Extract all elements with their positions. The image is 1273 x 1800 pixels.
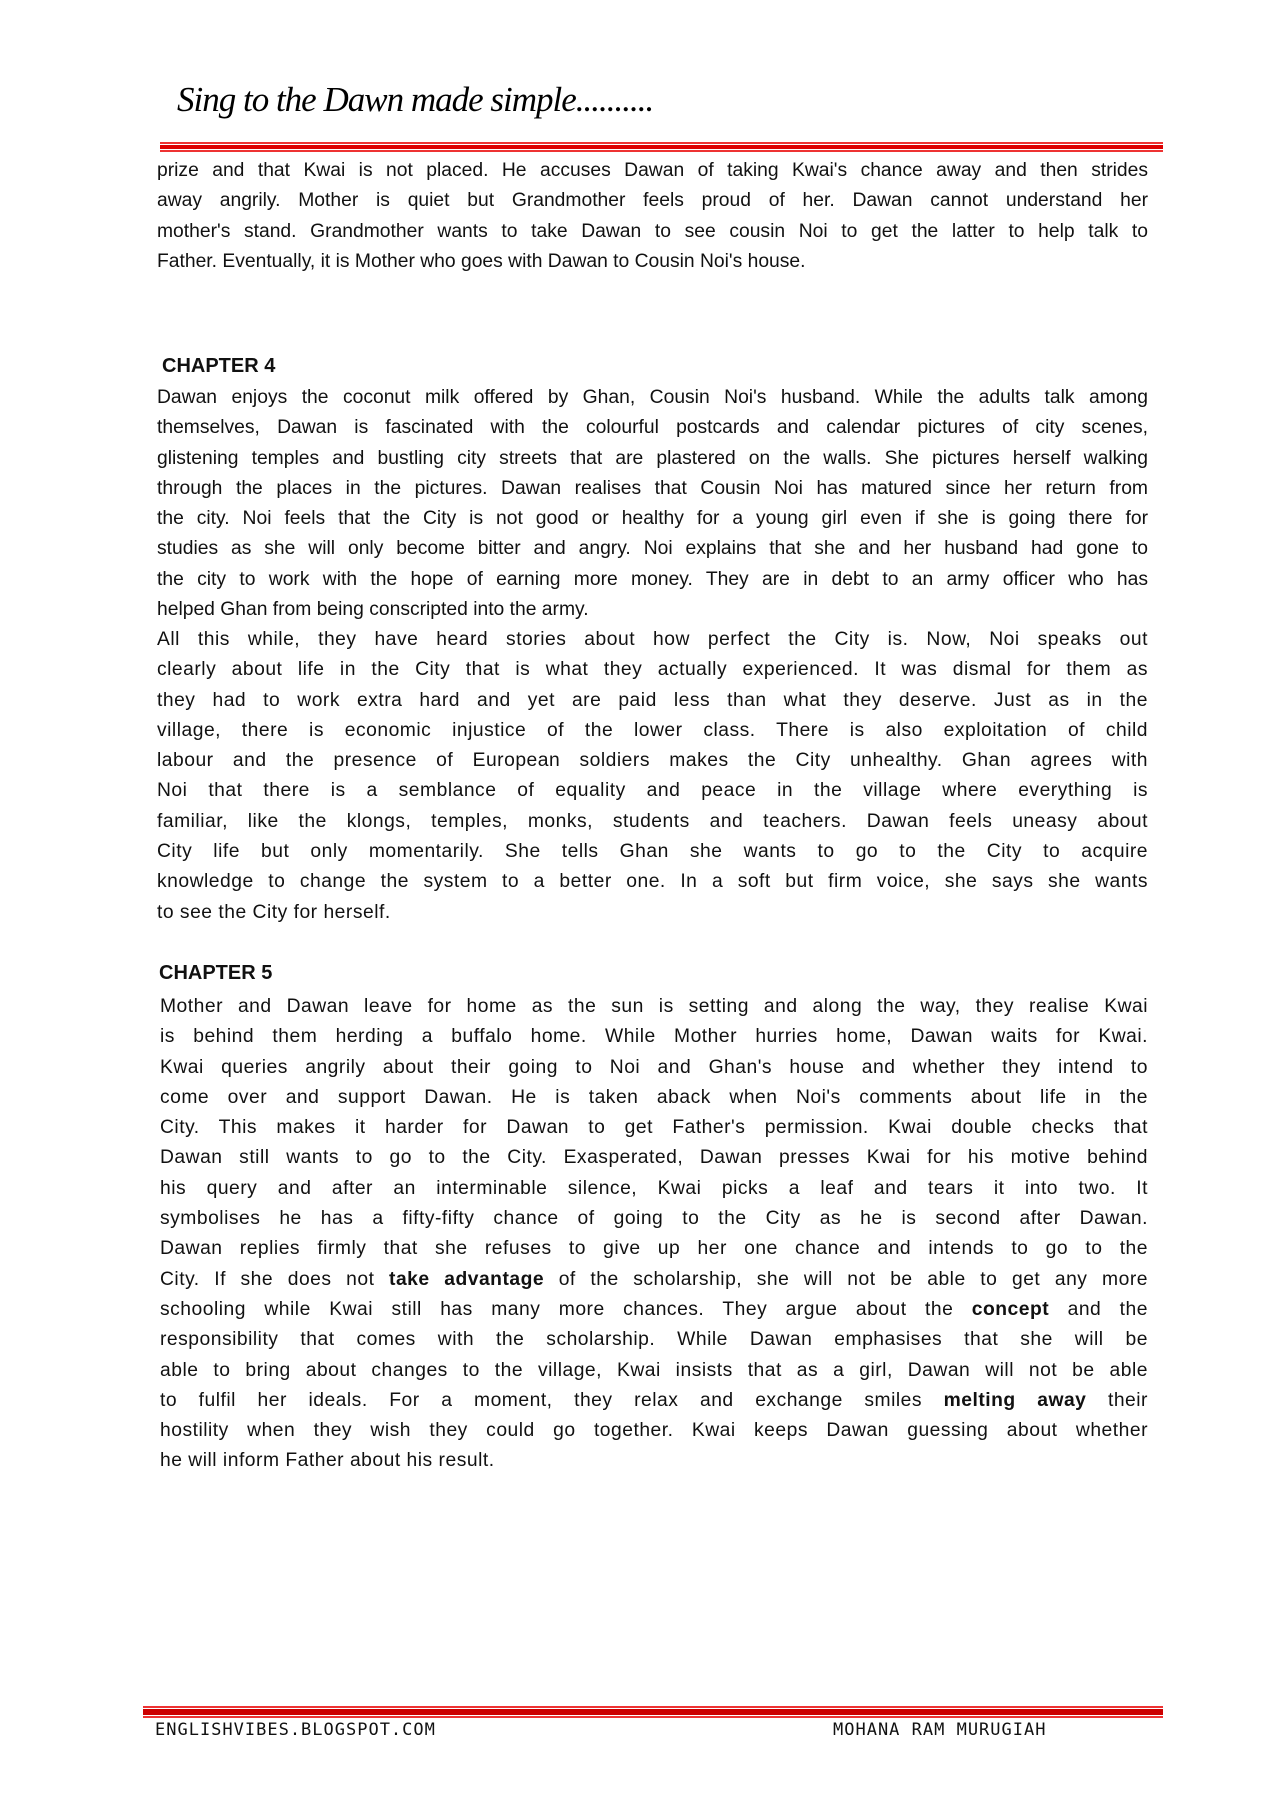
- text-line: village, there is economic injustice of the lower class. There is also exploitation of child: [157, 719, 1148, 741]
- text-line: Dawan enjoys the coconut milk offered by Ghan, Cousin Noi's husband. While the adults talk among: [157, 387, 1148, 408]
- bold-phrase: melting away: [943, 1389, 1087, 1411]
- text-line: familiar, like the klongs, temples, monks, students and teachers. Dawan feels uneasy about: [157, 810, 1148, 832]
- text-line: through the places in the pictures. Dawan realises that Cousin Noi has matured since her return from: [157, 477, 1148, 499]
- bold-phrase: take advantage: [389, 1268, 545, 1290]
- text-line: [160, 1386, 1148, 1416]
- text-line: is behind them herding a buffalo home. While Mother hurries home, Dawan waits for Kwai.: [160, 1026, 1148, 1048]
- text-segment: their: [1086, 1389, 1148, 1411]
- text-line: City. This makes it harder for Dawan to get Father's permission. Kwai double checks that: [160, 1117, 1148, 1139]
- text-line: able to bring about changes to the village, Kwai insists that as a girl, Dawan will not be able: [160, 1359, 1148, 1381]
- text-line: away angrily. Mother is quiet but Grandmother feels proud of her. Dawan cannot understand her: [157, 190, 1148, 212]
- text-segment: City. If she does not: [160, 1268, 390, 1290]
- text-line: [160, 1295, 1148, 1325]
- chapter-4-heading: CHAPTER 4: [162, 355, 276, 377]
- text-line: hostility when they wish they could go together. Kwai keeps Dawan guessing about whether: [160, 1420, 1148, 1442]
- text-line: come over and support Dawan. He is taken aback when Noi's comments about life in the: [160, 1086, 1148, 1108]
- text-line: helped Ghan from being conscripted into the army.: [157, 599, 589, 621]
- text-line: Mother and Dawan leave for home as the sun is setting and along the way, they realise Kwai: [160, 996, 1148, 1017]
- header-rule: [160, 142, 1163, 152]
- text-line: Noi that there is a semblance of equality and peace in the village where everything is: [157, 780, 1148, 802]
- text-line: City life but only momentarily. She tells Ghan she wants to go to the City to acquire: [157, 841, 1148, 863]
- text-segment: schooling while Kwai still has many more chances. They argue about the: [160, 1298, 972, 1320]
- text-segment: and the: [1049, 1298, 1148, 1320]
- text-line: he will inform Father about his result.: [160, 1450, 495, 1472]
- text-line: they had to work extra hard and yet are paid less than what they deserve. Just as in the: [157, 689, 1148, 711]
- text-line: Dawan replies firmly that she refuses to give up her one chance and intends to go to the: [160, 1238, 1148, 1260]
- text-line: clearly about life in the City that is what they actually experienced. It was dismal for them as: [157, 659, 1148, 681]
- text-line: studies as she will only become bitter and angry. Noi explains that she and her husband had gone to: [157, 538, 1148, 560]
- footer-author: MOHANA RAM MURUGIAH: [833, 1720, 1047, 1740]
- footer-blog-url: ENGLISHVIBES.BLOGSPOT.COM: [155, 1720, 436, 1740]
- text-line: mother's stand. Grandmother wants to take Dawan to see cousin Noi to get the latter to help talk to: [157, 220, 1148, 242]
- text-line: symbolises he has a fifty-fifty chance of going to the City as he is second after Dawan.: [160, 1208, 1148, 1230]
- text-segment: to fulfil her ideals. For a moment, they relax and exchange smiles: [160, 1389, 944, 1411]
- chapter-4-paragraph-2: [157, 625, 1148, 928]
- text-line: prize and that Kwai is not placed. He accuses Dawan of taking Kwai's chance away and then strides: [157, 160, 1148, 181]
- text-line: the city to work with the hope of earning more money. They are in debt to an army officer who has: [157, 568, 1148, 590]
- text-line: Kwai queries angrily about their going to Noi and Ghan's house and whether they intend to: [160, 1056, 1148, 1078]
- text-line: responsibility that comes with the scholarship. While Dawan emphasises that she will be: [160, 1329, 1148, 1351]
- text-line: Father. Eventually, it is Mother who goes with Dawan to Cousin Noi's house.: [157, 250, 806, 272]
- text-line: knowledge to change the system to a better one. In a soft but firm voice, she says she wants: [157, 871, 1148, 893]
- text-line: glistening temples and bustling city streets that are plastered on the walls. She pictures herself walking: [157, 447, 1148, 469]
- chapter-4-paragraph-1: [157, 383, 1148, 625]
- chapter-5-paragraph: [160, 992, 1148, 1477]
- bold-phrase: concept: [971, 1298, 1050, 1320]
- text-line: themselves, Dawan is fascinated with the colourful postcards and calendar pictures of city scenes,: [157, 417, 1148, 439]
- text-line: to see the City for herself.: [157, 901, 391, 923]
- text-line: All this while, they have heard stories about how perfect the City is. Now, Noi speaks out: [157, 629, 1148, 650]
- chapter-5-heading: CHAPTER 5: [159, 962, 273, 984]
- text-line: the city. Noi feels that the City is not good or healthy for a young girl even if she is going there for: [157, 508, 1148, 530]
- text-line: his query and after an interminable silence, Kwai picks a leaf and tears it into two. It: [160, 1177, 1148, 1199]
- document-header-title: Sing to the Dawn made simple..........: [177, 80, 654, 119]
- text-segment: of the scholarship, she will not be able to get any more: [544, 1268, 1148, 1290]
- intro-paragraph: [157, 156, 1148, 277]
- text-line: [160, 1265, 1148, 1295]
- text-line: Dawan still wants to go to the City. Exasperated, Dawan presses Kwai for his motive behind: [160, 1147, 1148, 1169]
- footer-rule: [143, 1706, 1163, 1718]
- text-line: labour and the presence of European soldiers makes the City unhealthy. Ghan agrees with: [157, 750, 1148, 772]
